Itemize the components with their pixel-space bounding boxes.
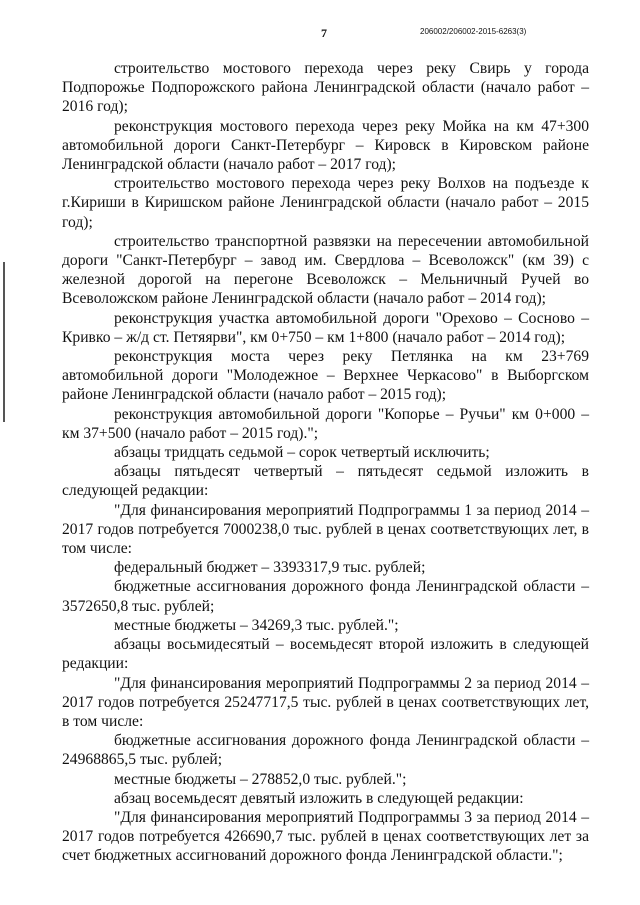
paragraph: реконструкция мостового перехода через реку Мойка на км 47+300 автомобильной дороги Санкт-Петербург – Кировск в Кировском районе Ленинградской области (начало работ – 2017 год); — [62, 117, 589, 174]
paragraph: местные бюджеты – 34269,3 тыс. рублей."; — [114, 616, 399, 634]
paragraph: абзацы тридцать седьмой – сорок четвертый исключить; — [114, 444, 490, 462]
paragraph: реконструкция моста через реку Петлянка на км 23+769 автомобильной дороги "Молодежное – Верхнее Черкасово" в Выборгском районе Ленинградской области (начало работ – 2015 год); — [62, 348, 589, 404]
paragraph: абзацы восьмидесятый – восемьдесят второй изложить в следующей редакции: — [62, 636, 589, 673]
paragraph: бюджетные ассигнования дорожного фонда Ленинградской области – 3572650,8 тыс. рублей; — [62, 578, 589, 615]
paragraph: абзацы пятьдесят четвертый – пятьдесят седьмой изложить в следующей редакции: — [62, 463, 589, 500]
document-body — [62, 59, 589, 866]
paragraph: бюджетные ассигнования дорожного фонда Ленинградской области – 24968865,5 тыс. рублей; — [62, 732, 589, 769]
paragraph: строительство мостового перехода через реку Волхов на подъезде к г.Кириши в Киришском районе Ленинградской области (начало работ – 2015 год); — [62, 175, 589, 231]
paragraph: строительство транспортной развязки на пересечении автомобильной дороги "Санкт-Петербург – завод им. Свердлова – Всеволожск" (км 39) с железной дорогой на перегоне Всеволожск – Мельничный Ручей во Всеволожском районе Ленинградской области (начало работ – 2014 год); — [62, 232, 589, 308]
margin-scan-mark — [3, 262, 5, 422]
paragraph: местные бюджеты – 278852,0 тыс. рублей."; — [114, 770, 407, 788]
paragraph: реконструкция участка автомобильной дороги "Орехово – Сосново – Кривко – ж/д ст. Петяярви", км 0+750 – км 1+800 (начало работ – 2014 год); — [62, 309, 589, 346]
paragraph: абзац восемьдесят девятый изложить в следующей редакции: — [114, 789, 524, 807]
paragraph: "Для финансирования мероприятий Подпрограммы 2 за период 2014 – 2017 годов потребуется 25247717,5 тыс. рублей в ценах соответствующих лет, в том числе: — [62, 674, 589, 730]
paragraph: "Для финансирования мероприятий Подпрограммы 3 за период 2014 – 2017 годов потребуется 426690,7 тыс. рублей в ценах соответствующих лет за счет бюджетных ассигнований дорожного фонда Ленинградской области."; — [62, 808, 589, 865]
paragraph: реконструкция автомобильной дороги "Копорье – Ручьи" км 0+000 – км 37+500 (начало работ – 2015 год)."; — [62, 405, 589, 442]
paragraph: "Для финансирования мероприятий Подпрограммы 1 за период 2014 – 2017 годов потребуется 7000238,0 тыс. рублей в ценах соответствующих лет, в том числе: — [62, 501, 589, 558]
paragraph: строительство мостового перехода через реку Свирь у города Подпорожье Подпорожского района Ленинградской области (начало работ – 2016 год); — [62, 60, 589, 116]
document-id: 206002/206002-2015-6263(3) — [420, 27, 527, 36]
page-number: 7 — [321, 26, 327, 40]
paragraph: федеральный бюджет – 3393317,9 тыс. рублей; — [114, 559, 426, 577]
